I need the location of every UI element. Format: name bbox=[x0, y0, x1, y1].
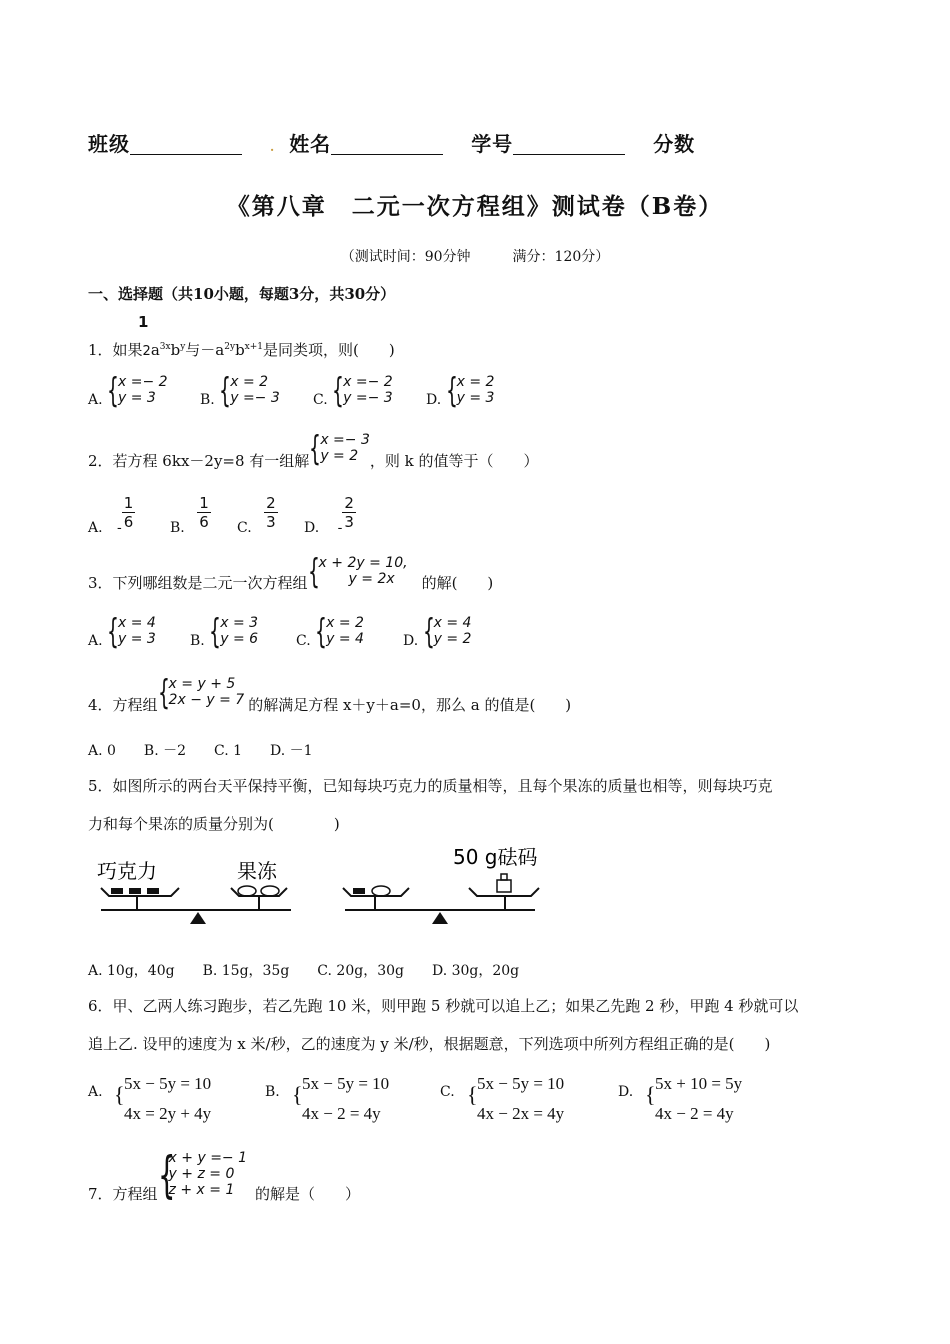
class-label: 班级 bbox=[88, 132, 130, 156]
frac-num: 2 bbox=[344, 494, 354, 512]
eq-row: x = 4 bbox=[118, 615, 156, 631]
q1-sup2: 2y bbox=[224, 342, 236, 352]
q3-option-b bbox=[190, 612, 259, 652]
q3-option-d bbox=[403, 612, 472, 652]
fig-label-jelly: 果冻 bbox=[237, 859, 277, 883]
q1-option-a bbox=[88, 371, 168, 411]
option-fraction bbox=[197, 494, 211, 531]
score-label: 分数 bbox=[653, 132, 696, 156]
q1-fraction-den: 2 bbox=[142, 344, 151, 359]
name-blank bbox=[331, 134, 443, 155]
q6-c-row1: 5x − 5y = 10 bbox=[477, 1074, 565, 1093]
q6-option-a-label: A. bbox=[88, 1084, 103, 1100]
eq-row: y =− 3 bbox=[343, 390, 393, 406]
q2-option-d bbox=[304, 494, 356, 536]
name-label: 姓名 bbox=[289, 132, 332, 156]
q1-mid: 与－a bbox=[185, 341, 225, 359]
q5-line1: 5．如图所示的两台天平保持平衡，已知每块巧克力的质量相等，且每个果冻的质量也相等，则每块巧克 bbox=[88, 777, 773, 795]
q6-option-c-label: C. bbox=[440, 1084, 455, 1100]
eq-row: x = 2 bbox=[456, 374, 495, 390]
section-heading: 一、选择题（共10小题，每题3分，共30分） bbox=[88, 285, 396, 303]
q3-option-a bbox=[88, 612, 156, 652]
q7-prefix: 7．方程组 bbox=[88, 1185, 158, 1203]
option-fraction bbox=[264, 494, 278, 531]
eq-row: y =− 3 bbox=[230, 390, 280, 406]
q1-sup1b: y bbox=[180, 342, 186, 352]
equation-system: { x = 3 y = 6 bbox=[209, 612, 259, 652]
equation-system: { x =− 2 y = 3 bbox=[107, 371, 168, 411]
q6-line2: 追上乙. 设甲的速度为 x 米/秒，乙的速度为 y 米/秒，根据题意，下列选项中所列方程组正确的是( ) bbox=[88, 1035, 771, 1053]
eq-row: 2x − y = 7 bbox=[168, 692, 245, 708]
q2-option-b bbox=[170, 494, 211, 536]
q3-system: { x + 2y = 10, y = 2x bbox=[307, 552, 408, 592]
eq-row: z + x = 1 bbox=[168, 1182, 235, 1198]
q1-term2b: b bbox=[235, 341, 245, 359]
q6-option-d-label: D. bbox=[618, 1084, 634, 1100]
q2-option-c bbox=[237, 494, 278, 536]
q2-prefix: 2．若方程 6kx－2y=8 有一组解 bbox=[88, 452, 310, 470]
option-label: D. bbox=[403, 633, 419, 649]
equation-system: { x = 4 y = 2 bbox=[422, 612, 472, 652]
q2-option-a bbox=[88, 494, 135, 536]
q4-options: A. 0 B. －2 C. 1 D. －1 bbox=[88, 743, 313, 759]
q6-b-row1: 5x − 5y = 10 bbox=[302, 1074, 390, 1093]
page-title: 《第八章 二元一次方程组》测试卷（B卷） bbox=[226, 193, 724, 220]
q7-suffix: 的解是（ ） bbox=[255, 1185, 361, 1203]
eq-row: y = 4 bbox=[326, 631, 364, 647]
option-label: C. bbox=[237, 520, 252, 536]
q6-line1: 6．甲、乙两人练习跑步，若乙先跑 10 米，则甲跑 5 秒就可以追上乙；如果乙先跑 2 秒，甲跑 4 秒就可以 bbox=[88, 997, 799, 1015]
q4-prefix: 4．方程组 bbox=[88, 696, 158, 714]
eq-row: y = 3 bbox=[118, 390, 156, 406]
eq-row: x = 2 bbox=[326, 615, 364, 631]
q6-a-row1: 5x − 5y = 10 bbox=[124, 1074, 212, 1093]
option-label: B. bbox=[170, 520, 185, 536]
fig-label-weight: 50 g砝码 bbox=[453, 845, 538, 869]
option-label: C. bbox=[296, 633, 311, 649]
fig-label-chocolate: 巧克力 bbox=[97, 859, 157, 883]
question-2 bbox=[88, 429, 539, 471]
eq-row: x + y =− 1 bbox=[168, 1150, 248, 1166]
q6-b-row2: 4x − 2 = 4y bbox=[302, 1104, 381, 1123]
frac-num: 1 bbox=[123, 494, 134, 512]
q1-option-d bbox=[426, 371, 495, 411]
option-label: C. bbox=[313, 392, 328, 408]
q2-system: { x =− 3 y = 2 bbox=[309, 429, 370, 469]
eq-row: y = 2 bbox=[320, 448, 359, 464]
eq-row: x =− 2 bbox=[343, 374, 393, 390]
option-fraction bbox=[122, 494, 136, 531]
q3-suffix: 的解( ) bbox=[421, 574, 494, 592]
q1-term1: a bbox=[150, 341, 160, 359]
q6-a-row2: 4x = 2y + 4y bbox=[124, 1104, 212, 1123]
eq-row: y = 3 bbox=[118, 631, 156, 647]
frac-den: 3 bbox=[344, 513, 354, 531]
q6-c-row2: 4x − 2x = 4y bbox=[477, 1104, 565, 1123]
q7-system: { x + y =− 1 y + z = 0 z + x = 1 bbox=[157, 1146, 248, 1204]
q4-system: { x = y + 5 2x − y = 7 bbox=[157, 673, 245, 713]
q6-d-row2: 4x − 2 = 4y bbox=[655, 1104, 734, 1123]
header-fields bbox=[88, 128, 695, 157]
eq-row: y = 3 bbox=[456, 390, 495, 406]
option-sign: - bbox=[337, 520, 343, 536]
q1-suffix: 是同类项，则( ) bbox=[263, 341, 395, 359]
option-sign: - bbox=[117, 520, 122, 536]
eq-row: y = 6 bbox=[220, 631, 259, 647]
frac-num: 2 bbox=[266, 494, 276, 512]
q5-line2: 力和每个果冻的质量分别为( ) bbox=[88, 815, 340, 833]
eq-row: x =− 3 bbox=[320, 432, 370, 448]
q3-prefix: 3．下列哪组数是二元一次方程组 bbox=[88, 574, 308, 592]
eq-row: x = 4 bbox=[433, 615, 472, 631]
eq-row: y = 2 bbox=[433, 631, 472, 647]
q1-option-c bbox=[313, 371, 393, 411]
question-4 bbox=[88, 673, 572, 715]
class-blank bbox=[130, 134, 242, 155]
option-label: A. bbox=[88, 633, 103, 649]
eq-row: x = y + 5 bbox=[168, 676, 236, 692]
q4-suffix: 的解满足方程 x＋y＋a=0，那么 a 的值是( ) bbox=[248, 696, 572, 714]
frac-den: 3 bbox=[266, 513, 276, 531]
left-balance bbox=[101, 886, 291, 924]
id-blank bbox=[513, 134, 625, 155]
q1-term1b: b bbox=[170, 341, 181, 359]
frac-den: 6 bbox=[123, 513, 134, 531]
question-7 bbox=[88, 1146, 361, 1204]
eq-row: x =− 2 bbox=[118, 374, 168, 390]
eq-row: y = 2x bbox=[348, 571, 395, 587]
q1-option-b bbox=[200, 371, 280, 411]
frac-den: 6 bbox=[199, 513, 209, 531]
q6-option-b-label: B. bbox=[265, 1084, 280, 1100]
q3-option-c bbox=[296, 612, 364, 652]
q1-fraction-num: 1 bbox=[138, 313, 149, 331]
stray-dot: . bbox=[270, 140, 276, 154]
eq-row: x = 3 bbox=[220, 615, 259, 631]
q1-prefix: 1．如果 bbox=[88, 341, 143, 359]
equation-system: { x = 2 y =− 3 bbox=[219, 371, 280, 411]
eq-row: x + 2y = 10, bbox=[318, 555, 408, 571]
q5-options: A. 10g，40g B. 15g，35g C. 20g，30g D. 30g，20g bbox=[88, 963, 520, 979]
question-1 bbox=[88, 339, 395, 360]
equation-system: { x = 2 y = 4 bbox=[315, 612, 364, 652]
balance-figure bbox=[95, 842, 555, 932]
option-label: D. bbox=[426, 392, 442, 408]
frac-num: 1 bbox=[199, 494, 209, 512]
right-balance bbox=[343, 874, 539, 924]
question-3 bbox=[88, 552, 494, 593]
option-label: B. bbox=[200, 392, 215, 408]
option-label: D. bbox=[304, 520, 320, 536]
brace-icon: { bbox=[645, 1082, 656, 1107]
eq-row: y + z = 0 bbox=[168, 1166, 235, 1182]
eq-row: x = 2 bbox=[230, 374, 269, 390]
q2-suffix: ，则 k 的值等于（ ） bbox=[369, 452, 539, 470]
equation-system: { x =− 2 y =− 3 bbox=[332, 371, 393, 411]
q6-d-row1: 5x + 10 = 5y bbox=[655, 1074, 743, 1093]
brace-icon: { bbox=[467, 1082, 478, 1107]
equation-system: { x = 2 y = 3 bbox=[445, 371, 495, 411]
option-label: A. bbox=[88, 392, 103, 408]
q1-sup1: 3x bbox=[159, 342, 171, 352]
q1-sup2b: x+1 bbox=[244, 342, 264, 352]
test-info: （测试时间：90分钟 满分：120分） bbox=[340, 249, 610, 265]
option-fraction bbox=[342, 494, 356, 531]
id-label: 学号 bbox=[471, 132, 514, 156]
option-label: B. bbox=[190, 633, 205, 649]
brace-icon: { bbox=[114, 1082, 125, 1107]
option-label: A. bbox=[88, 520, 103, 536]
equation-system: { x = 4 y = 3 bbox=[107, 612, 156, 652]
brace-icon: { bbox=[292, 1082, 303, 1107]
